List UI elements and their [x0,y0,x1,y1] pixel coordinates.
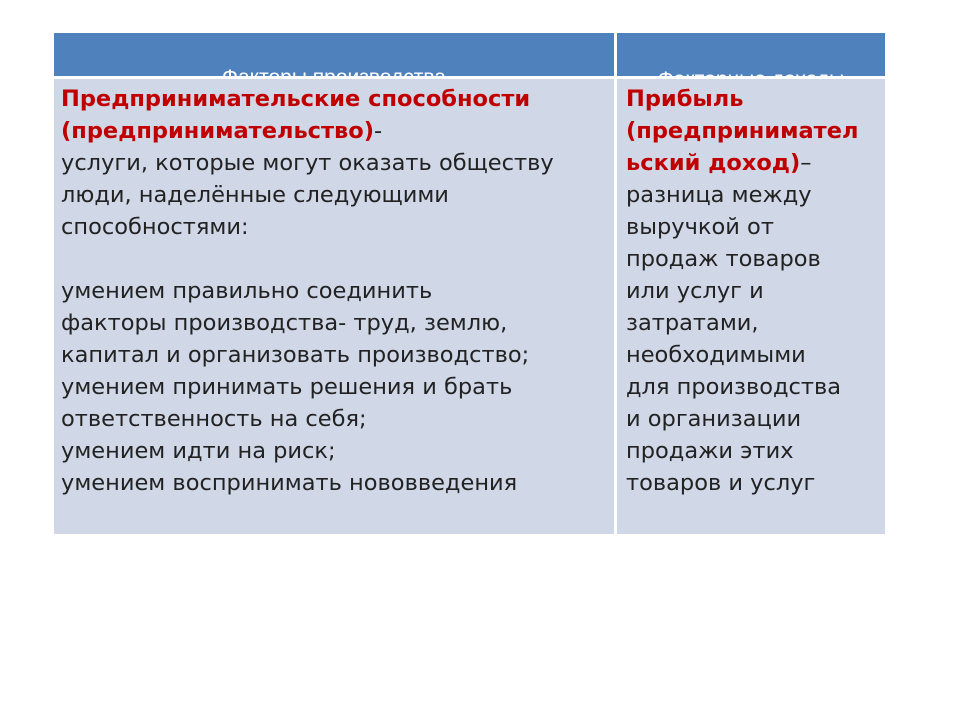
cell-profit [617,79,885,534]
term-line [626,83,881,115]
definition-line: для производства [626,374,842,400]
definition-line: необходимыми [626,342,806,368]
factors-table [54,33,885,534]
ability-line: ответственность на себя; [61,406,367,432]
definition-line: товаров и услуг [626,470,816,496]
term-subtitle: (предпринимательство) [61,118,375,144]
definition-line: и организации [626,406,802,432]
term-line [626,115,881,147]
definition-line: или услуг и [626,278,764,304]
header-factor-incomes [617,33,885,76]
definition-line: разница между [626,182,812,208]
term-title: Предпринимательские способности [61,86,531,112]
term-subtitle: (предпринимател [626,118,859,144]
ability-line: умением принимать решения и брать [61,374,513,400]
ability-line: факторы производства- труд, землю, [61,310,508,336]
definition-line: продаж товаров [626,246,821,272]
definition-line: способностями: [61,214,249,240]
term-line [626,147,881,179]
ability-line: капитал и организовать производство; [61,342,530,368]
ability-line: умением воспринимать нововведения [61,470,518,496]
term-line [61,115,610,147]
definition-line: выручкой от [626,214,774,240]
header-factors-of-production [54,33,614,76]
paragraph-spacer [61,243,610,275]
ability-line: умением идти на риск; [61,438,336,464]
term-subtitle-end: ьский доход) [626,150,801,176]
definition-line: услуги, которые могут оказать обществу [61,150,554,176]
definition-line: люди, наделённые следующими [61,182,449,208]
term-line [61,83,610,115]
term-dash: – [800,150,812,176]
header-column-divider [614,33,617,76]
definition-line: продажи этих [626,438,794,464]
cell-entrepreneurial-ability [54,79,614,534]
definition-line: затратами, [626,310,759,336]
ability-line: умением правильно соединить [61,278,433,304]
term-dash: - [374,118,383,144]
term-title: Прибыль [626,86,744,112]
